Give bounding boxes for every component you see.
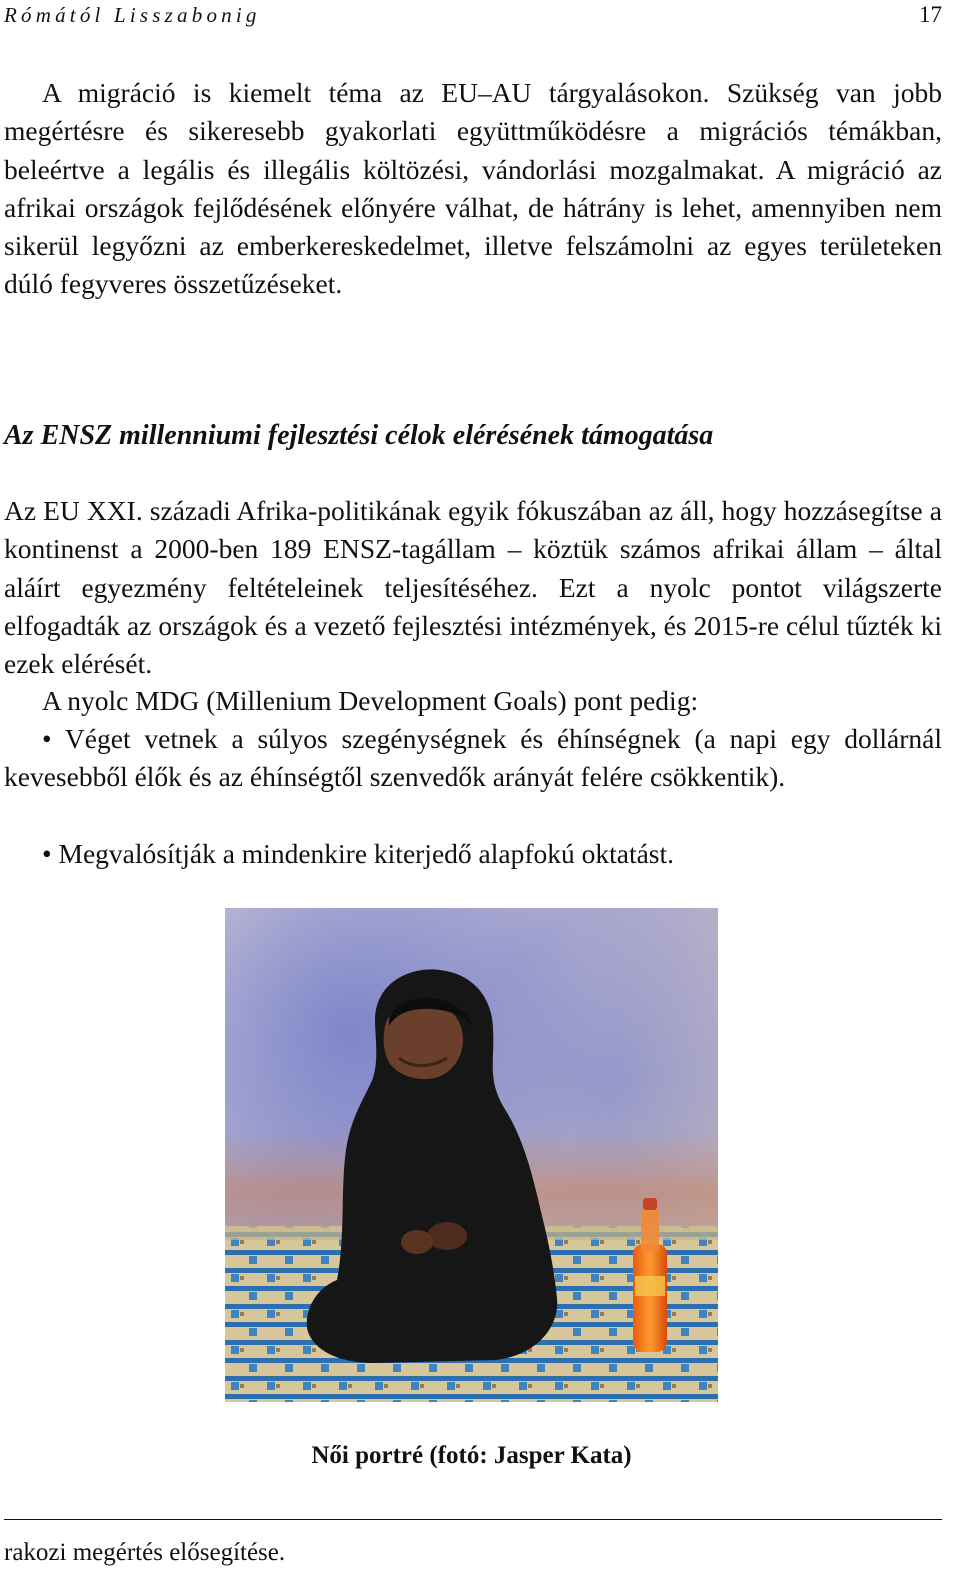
portrait-photo — [225, 908, 718, 1402]
running-title: Rómától Lisszabonig — [4, 3, 261, 27]
bullet-item: • Véget vetnek a súlyos szegénységnek és éhínségnek (a napi egy dollárnál kevesebből élők és az éhínségtől szenvedők arányát felére csökkentik). — [4, 723, 942, 793]
footnote: rakozi megértés elősegítése. — [4, 1539, 286, 1566]
running-head — [4, 0, 942, 30]
page-number: 17 — [919, 2, 942, 27]
paragraph-mdg-list-intro: A nyolc MDG (Millenium Development Goals) pont pedig: — [42, 685, 699, 716]
section-heading: Az ENSZ millenniumi fejlesztési célok elérésének támogatása — [4, 420, 714, 451]
photo-caption: Női portré (fotó: Jasper Kata) — [311, 1442, 632, 1469]
footnote-divider — [4, 1519, 942, 1520]
paragraph-mdg-intro: Az EU XXI. századi Afrika-politikának egyik fókuszában az áll, hogy hozzásegítse a kontinenst a 2000-ben 189 ENSZ-tagállam – köztük számos afrikai állam – által aláírt egyezmény feltételeinek teljesítéséhez. Ezt a nyolc pontot világszerte elfogadták az országok és a vezető fejlesztési intézmények, és 2015-re célul tűzték ki ezek elérését. — [4, 495, 942, 680]
paragraph-migration: A migráció is kiemelt téma az EU–AU tárgyalásokon. Szükség van jobb megértésre és sikeresebb gyakorlati együttműködésre a migrációs témákban, beleértve a legális és illegális költözési, vándorlási mozgalmakat. A migráció az afrikai országok fejlődésének előnyére válhat, de hátrány is lehet, amennyiben nem sikerül legyőzni az emberkereskedelmet, illetve felszámolni az egyes területeken dúló fegyveres összetűzéseket. — [4, 77, 942, 300]
bullet-item: • Megvalósítják a mindenkire kiterjedő alapfokú oktatást. — [42, 838, 675, 869]
